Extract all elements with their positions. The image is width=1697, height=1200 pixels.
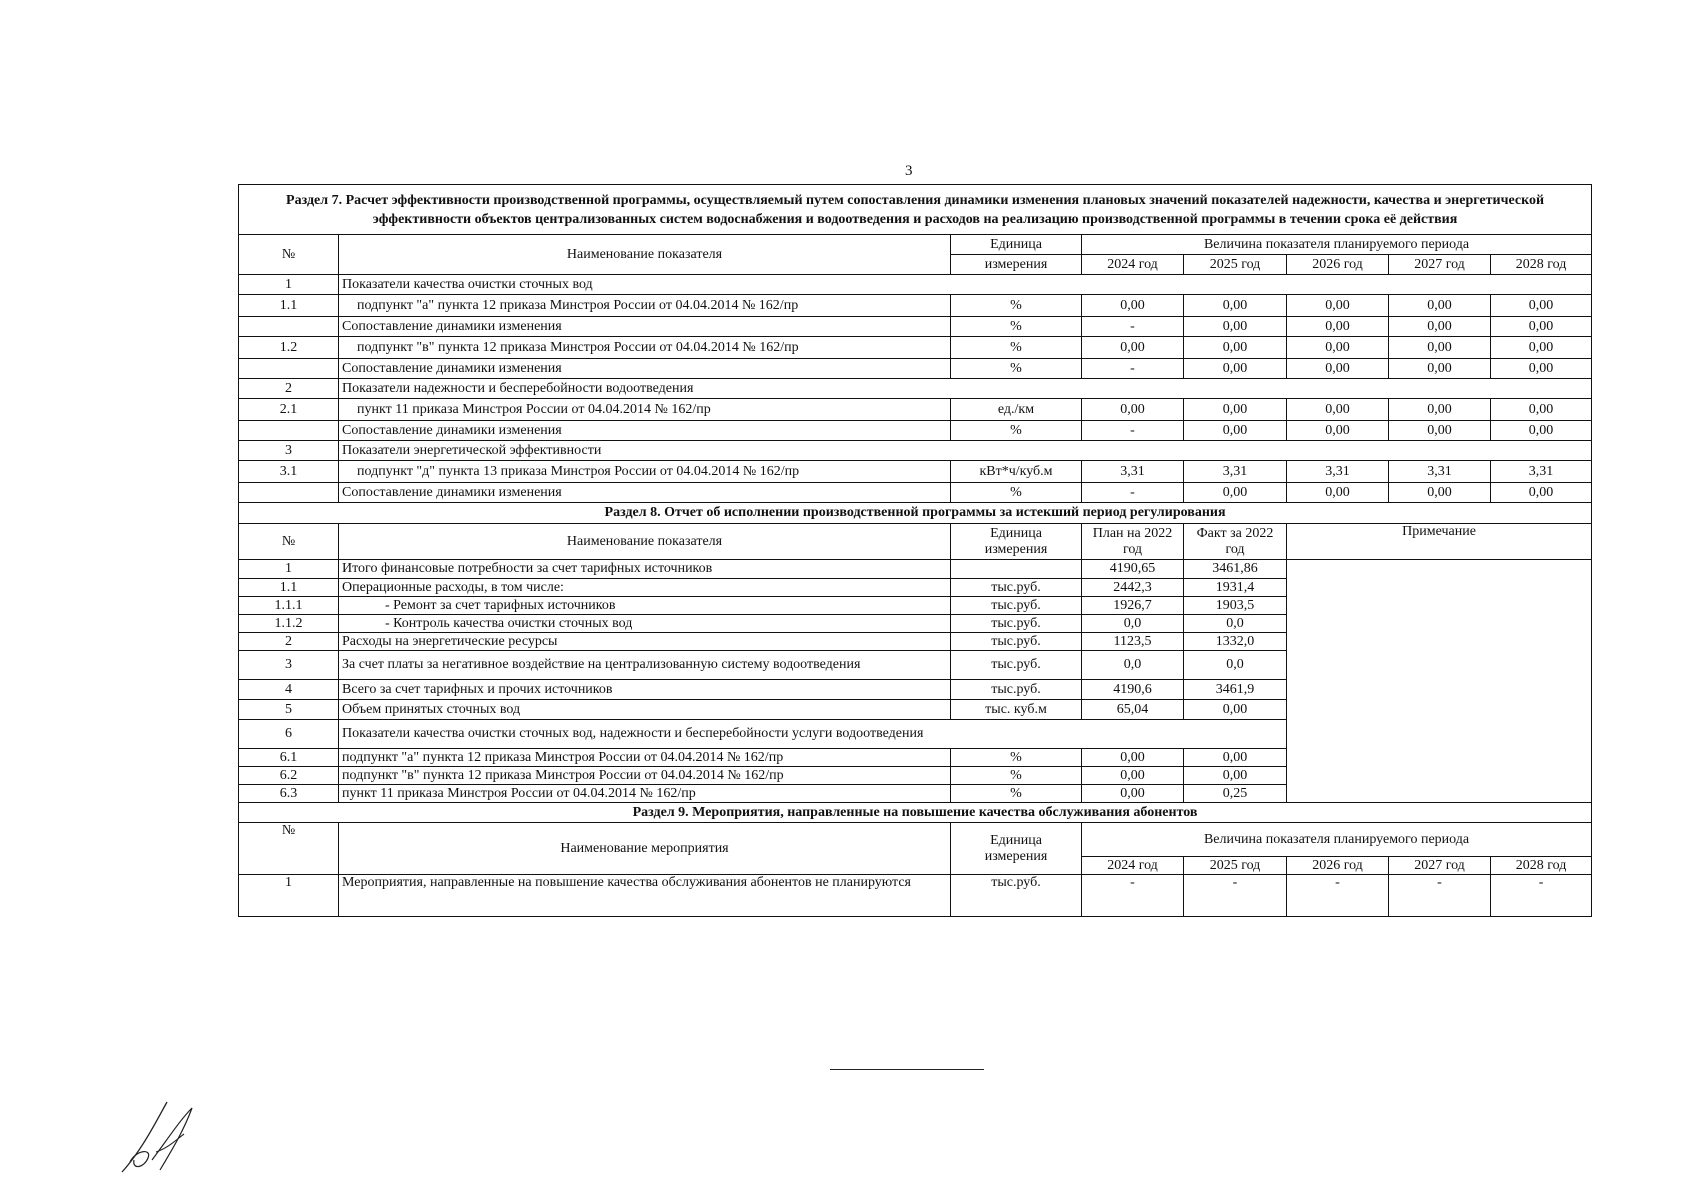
row-fact: 0,0 [1184, 615, 1287, 633]
row-number: 3 [239, 651, 339, 680]
row-value-4: 0,00 [1491, 295, 1592, 317]
row-value-4: 0,00 [1491, 421, 1592, 441]
row-value-2: 0,00 [1287, 483, 1389, 503]
row-number [239, 483, 339, 503]
row-value-2: 0,00 [1287, 421, 1389, 441]
row-plan: 0,0 [1082, 615, 1184, 633]
section9-header-row-1 [239, 823, 1592, 857]
row-value-1: 0,00 [1184, 295, 1287, 317]
row-name: Сопоставление динамики изменения [339, 421, 951, 441]
row-number [239, 359, 339, 379]
footer-divider [830, 1069, 984, 1070]
row-value-3: 0,00 [1389, 421, 1491, 441]
page-number: 3 [905, 163, 913, 179]
section9-col-unit [951, 823, 1082, 875]
row-name: - Контроль качества очистки сточных вод [339, 615, 951, 633]
section7-year-4: 2028 год [1491, 255, 1592, 275]
section8-title: Раздел 8. Отчет об исполнении производственной программы за истекший период регулирования [239, 503, 1592, 524]
row-number: 6.1 [239, 749, 339, 767]
row-value-4: 0,00 [1491, 399, 1592, 421]
row-value-0: - [1082, 875, 1184, 917]
row-fact: 1332,0 [1184, 633, 1287, 651]
row-name: - Ремонт за счет тарифных источников [339, 597, 951, 615]
section7-year-1: 2025 год [1184, 255, 1287, 275]
row-plan: 2442,3 [1082, 579, 1184, 597]
row-value-3: 0,00 [1389, 295, 1491, 317]
section8-col-unit [951, 524, 1082, 560]
row-value-0: - [1082, 483, 1184, 503]
section7-year-3: 2027 год [1389, 255, 1491, 275]
row-fact: 3461,86 [1184, 560, 1287, 579]
unit-line-1: Единица [990, 832, 1042, 848]
row-value-0: 0,00 [1082, 295, 1184, 317]
row-value-1: 0,00 [1184, 483, 1287, 503]
signature-mark [112, 1090, 212, 1185]
row-number [239, 317, 339, 337]
row-name: Мероприятия, направленные на повышение качества обслуживания абонентов не планируются [339, 875, 951, 917]
row-name: подпункт "а" пункта 12 приказа Минстроя России от 04.04.2014 № 162/пр [339, 749, 951, 767]
section7-col-name: Наименование показателя [339, 235, 951, 275]
row-fact: 0,0 [1184, 651, 1287, 680]
unit-line-1: Единица [990, 525, 1042, 541]
section7-year-0: 2024 год [1082, 255, 1184, 275]
section9-year-0: 2024 год [1082, 857, 1184, 875]
section9-year-2: 2026 год [1287, 857, 1389, 875]
row-name: Объем принятых сточных вод [339, 700, 951, 720]
row-value-2: 0,00 [1287, 359, 1389, 379]
row-plan: 4190,6 [1082, 680, 1184, 700]
section8-col-no: № [239, 524, 339, 560]
section9-title: Раздел 9. Мероприятия, направленные на повышение качества обслуживания абонентов [239, 803, 1592, 823]
section7-row [239, 359, 1592, 379]
row-value-1: 0,00 [1184, 399, 1287, 421]
row-fact: 0,00 [1184, 767, 1287, 785]
section7-group-row [239, 379, 1592, 399]
section9-title-row [239, 803, 1592, 823]
row-value-4: 3,31 [1491, 461, 1592, 483]
row-unit: ед./км [951, 399, 1082, 421]
row-unit: % [951, 295, 1082, 317]
row-name: Операционные расходы, в том числе: [339, 579, 951, 597]
row-value-1: - [1184, 875, 1287, 917]
row-unit: тыс.руб. [951, 651, 1082, 680]
row-unit: тыс. куб.м [951, 700, 1082, 720]
row-value-1: 0,00 [1184, 359, 1287, 379]
row-value-4: 0,00 [1491, 317, 1592, 337]
row-plan: 4190,65 [1082, 560, 1184, 579]
section9-year-3: 2027 год [1389, 857, 1491, 875]
section7-col-unit-1: Единица [951, 235, 1082, 255]
row-name: пункт 11 приказа Минстроя России от 04.04.2014 № 162/пр [339, 399, 951, 421]
row-unit: % [951, 359, 1082, 379]
plan-line-2: год [1122, 541, 1143, 557]
section9-year-4: 2028 год [1491, 857, 1592, 875]
section8-col-note: Примечание [1287, 524, 1592, 560]
row-group-name: Показатели энергетической эффективности [339, 441, 1592, 461]
row-value-2: 3,31 [1287, 461, 1389, 483]
row-value-3: 0,00 [1389, 359, 1491, 379]
row-value-3: 0,00 [1389, 399, 1491, 421]
row-value-3: 3,31 [1389, 461, 1491, 483]
row-number: 6 [239, 720, 339, 749]
row-number: 2.1 [239, 399, 339, 421]
section7-row [239, 295, 1592, 317]
row-value-4: 0,00 [1491, 359, 1592, 379]
row-value-3: - [1389, 875, 1491, 917]
row-number: 6.2 [239, 767, 339, 785]
row-number: 2 [239, 633, 339, 651]
program-table [238, 184, 1592, 917]
section8-col-fact [1184, 524, 1287, 560]
row-name: Всего за счет тарифных и прочих источников [339, 680, 951, 700]
row-unit: кВт*ч/куб.м [951, 461, 1082, 483]
row-group-name: Показатели качества очистки сточных вод [339, 275, 1592, 295]
row-number: 1 [239, 875, 339, 917]
section8-col-plan [1082, 524, 1184, 560]
row-number: 1.1 [239, 295, 339, 317]
row-fact: 0,00 [1184, 749, 1287, 767]
row-unit: % [951, 317, 1082, 337]
section7-title-row [239, 185, 1592, 235]
row-number: 4 [239, 680, 339, 700]
row-value-1: 0,00 [1184, 421, 1287, 441]
section7-col-unit-2: измерения [951, 255, 1082, 275]
row-plan: 1926,7 [1082, 597, 1184, 615]
section7-row [239, 483, 1592, 503]
fact-line-2: год [1225, 541, 1245, 557]
row-name: Сопоставление динамики изменения [339, 359, 951, 379]
unit-line-2: измерения [984, 848, 1048, 864]
section9-col-name: Наименование мероприятия [339, 823, 951, 875]
row-number: 5 [239, 700, 339, 720]
row-name: подпункт "в" пункта 12 приказа Минстроя России от 04.04.2014 № 162/пр [339, 767, 951, 785]
row-value-0: - [1082, 317, 1184, 337]
row-name: Расходы на энергетические ресурсы [339, 633, 951, 651]
row-unit: % [951, 421, 1082, 441]
row-value-2: 0,00 [1287, 295, 1389, 317]
section9-row [239, 875, 1592, 917]
row-group-name: Показатели надежности и бесперебойности водоотведения [339, 379, 1592, 399]
section7-header-row-1 [239, 235, 1592, 255]
table-body [239, 185, 1592, 917]
row-name: подпункт "д" пункта 13 приказа Минстроя России от 04.04.2014 № 162/пр [339, 461, 951, 483]
section7-col-value-group: Величина показателя планируемого периода [1082, 235, 1592, 255]
row-unit: % [951, 749, 1082, 767]
row-number [239, 421, 339, 441]
row-name: За счет платы за негативное воздействие на централизованную систему водоотведения [339, 651, 951, 680]
row-unit: тыс.руб. [951, 615, 1082, 633]
row-fact: 3461,9 [1184, 680, 1287, 700]
row-value-2: 0,00 [1287, 399, 1389, 421]
row-group-name: Показатели качества очистки сточных вод, надежности и бесперебойности услуги водоотведения [339, 720, 1287, 749]
row-number: 1.1.1 [239, 597, 339, 615]
section8-title-row [239, 503, 1592, 524]
row-value-3: 0,00 [1389, 483, 1491, 503]
section7-row [239, 421, 1592, 441]
row-number: 1 [239, 560, 339, 579]
section8-header-row [239, 524, 1592, 560]
row-fact: 0,00 [1184, 700, 1287, 720]
report-sheet [238, 184, 1591, 917]
section7-col-no: № [239, 235, 339, 275]
section7-row [239, 317, 1592, 337]
row-unit: тыс.руб. [951, 579, 1082, 597]
row-fact: 1931,4 [1184, 579, 1287, 597]
section7-row [239, 461, 1592, 483]
row-value-0: 0,00 [1082, 337, 1184, 359]
section7-row [239, 399, 1592, 421]
section8-note-cell [1287, 560, 1592, 803]
row-name: подпункт "в" пункта 12 приказа Минстроя России от 04.04.2014 № 162/пр [339, 337, 951, 359]
row-number: 1 [239, 275, 339, 295]
row-number: 2 [239, 379, 339, 399]
section8-col-name: Наименование показателя [339, 524, 951, 560]
row-plan: 0,00 [1082, 749, 1184, 767]
section9-year-1: 2025 год [1184, 857, 1287, 875]
row-value-0: 3,31 [1082, 461, 1184, 483]
row-plan: 65,04 [1082, 700, 1184, 720]
row-unit [951, 560, 1082, 579]
row-value-1: 0,00 [1184, 317, 1287, 337]
row-value-2: - [1287, 875, 1389, 917]
row-name: пункт 11 приказа Минстроя России от 04.04.2014 № 162/пр [339, 785, 951, 803]
row-fact: 0,25 [1184, 785, 1287, 803]
row-name: Сопоставление динамики изменения [339, 317, 951, 337]
unit-line-2: измерения [984, 541, 1048, 557]
row-unit: % [951, 785, 1082, 803]
row-value-4: - [1491, 875, 1592, 917]
section9-col-value-group: Величина показателя планируемого периода [1082, 823, 1592, 857]
row-value-2: 0,00 [1287, 337, 1389, 359]
row-value-4: 0,00 [1491, 483, 1592, 503]
row-name: Сопоставление динамики изменения [339, 483, 951, 503]
row-name: Итого финансовые потребности за счет тарифных источников [339, 560, 951, 579]
row-value-0: 0,00 [1082, 399, 1184, 421]
row-plan: 0,00 [1082, 785, 1184, 803]
row-unit: тыс.руб. [951, 597, 1082, 615]
row-number: 1.1 [239, 579, 339, 597]
row-value-3: 0,00 [1389, 337, 1491, 359]
row-plan: 1123,5 [1082, 633, 1184, 651]
section7-year-2: 2026 год [1287, 255, 1389, 275]
section8-row [239, 560, 1592, 579]
row-number: 3.1 [239, 461, 339, 483]
plan-line-1: План на 2022 [1092, 525, 1173, 541]
row-name: подпункт "а" пункта 12 приказа Минстроя России от 04.04.2014 № 162/пр [339, 295, 951, 317]
row-unit: % [951, 337, 1082, 359]
row-number: 6.3 [239, 785, 339, 803]
section7-title: Раздел 7. Расчет эффективности производственной программы, осуществляемый путем сопоставления динамики изменения плановых значений показателей надежности, качества и энергетической эффективности объектов централизованных систем водоснабжения и водоотведения и расходов на реализацию производственной программы в течении срока её действия [239, 185, 1592, 235]
row-number: 1.2 [239, 337, 339, 359]
row-number: 1.1.2 [239, 615, 339, 633]
row-value-2: 0,00 [1287, 317, 1389, 337]
section7-group-row [239, 275, 1592, 295]
section7-row [239, 337, 1592, 359]
row-unit: тыс.руб. [951, 875, 1082, 917]
row-value-0: - [1082, 421, 1184, 441]
section7-group-row [239, 441, 1592, 461]
fact-line-1: Факт за 2022 [1196, 525, 1274, 541]
row-unit: тыс.руб. [951, 680, 1082, 700]
row-value-1: 3,31 [1184, 461, 1287, 483]
row-plan: 0,0 [1082, 651, 1184, 680]
row-value-1: 0,00 [1184, 337, 1287, 359]
row-unit: тыс.руб. [951, 633, 1082, 651]
row-value-0: - [1082, 359, 1184, 379]
row-fact: 1903,5 [1184, 597, 1287, 615]
row-value-4: 0,00 [1491, 337, 1592, 359]
row-value-3: 0,00 [1389, 317, 1491, 337]
row-number: 3 [239, 441, 339, 461]
row-unit: % [951, 767, 1082, 785]
section9-col-no: № [239, 823, 339, 875]
row-plan: 0,00 [1082, 767, 1184, 785]
row-unit: % [951, 483, 1082, 503]
